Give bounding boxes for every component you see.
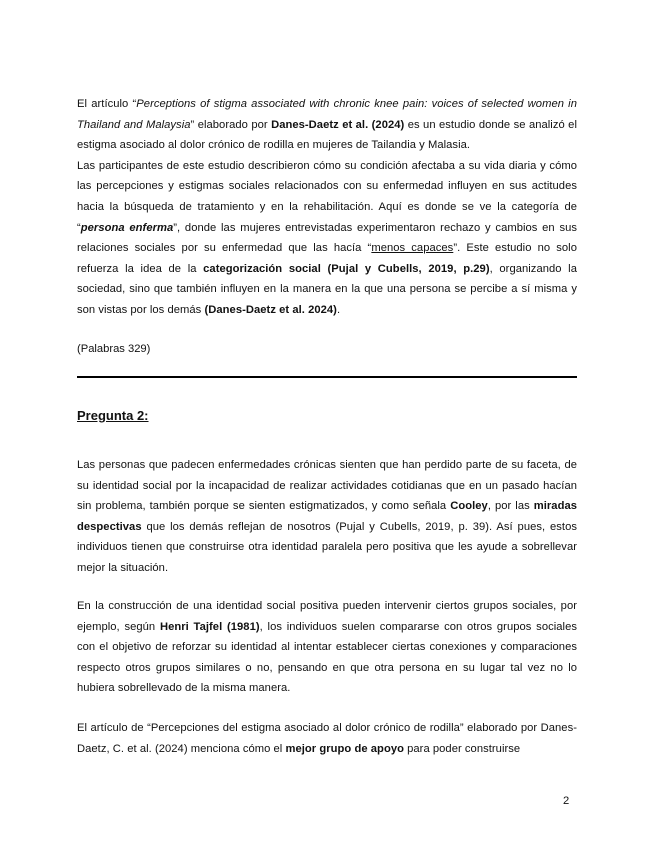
text-run: Las participantes de este estudio describieron cómo su condición afectaba a su vida diaria y cómo las percepciones y estigmas sociales relacionados con su enfermedad influyen en sus actitudes hacia la búsqueda de tratamiento y en la rehabilitación. Aquí es donde se ve la categoría de “: [77, 159, 577, 234]
text-run: , por las: [487, 500, 534, 513]
text-run: , los individuos suelen compararse con otros grupos sociales con el objetivo de reforzar su identidad al intentar establecer ciertas conexiones y comparaciones respecto otros grupos similares o no, pensando en que otra persona en su lugar tal vez no lo hubiera sobrellevado de la misma manera.: [77, 620, 577, 695]
text-run: ” elaborado por: [190, 118, 272, 131]
author-name: Henri Tajfel (1981): [159, 620, 260, 633]
term-grupo-de-apoyo: mejor grupo de apoyo: [285, 742, 404, 755]
page-number: 2: [563, 795, 570, 807]
text-run: ”, donde las mujeres entrevistadas experimentaron rechazo y cambios en sus relaciones sociales por su enfermedad que las hacía “: [77, 221, 578, 255]
text-run: , organizando la sociedad, sino que también influyen en la manera en la que una persona se percibe a sí misma y son vistas por los demás: [77, 262, 577, 316]
text-run: ”. Este estudio no solo refuerza la idea de la: [77, 242, 577, 275]
horizontal-divider: [77, 376, 577, 378]
term-categorizacion-social: categorización social (Pujal y Cubells, 2019, p.29): [203, 262, 490, 275]
paragraph-chronic-illness: [77, 455, 577, 579]
text-run: para poder construirse: [403, 742, 521, 755]
paragraph-support-group: [77, 718, 577, 759]
term-persona-enferma: persona enferma: [80, 221, 174, 234]
text-run: .: [336, 303, 341, 316]
section-heading: Pregunta 2:: [77, 408, 149, 423]
text-run: Las personas que padecen enfermedades crónicas sienten que han perdido parte de su faceta, de su identidad social por la incapacidad de realizar actividades cotidianas que en un pasado hacían sin problema, también porque se sienten estigmatizados, y como señala: [77, 459, 577, 513]
text-run: que los demás reflejan de nosotros (Pujal y Cubells, 2019, p. 39). Así pues, estos individuos tienen que construirse otra identidad paralela pero positiva que les ayude a sobrellevar mejor la situación.: [77, 520, 577, 574]
text-run: En la construcción de una identidad social positiva pueden intervenir ciertos grupos sociales, por ejemplo, según: [77, 600, 577, 633]
paragraph-participants: [77, 156, 577, 321]
citation: (Danes-Daetz et al. 2024): [204, 303, 337, 316]
word-count: (Palabras 329): [77, 343, 151, 355]
text-run: El artículo “: [77, 98, 137, 110]
paragraph-article-intro: [77, 94, 577, 156]
article-title: Perceptions of stigma associated with chronic knee pain: voices of selected women in Thailand and Malaysia: [77, 98, 577, 131]
paragraph-social-identity: [77, 596, 577, 699]
term-menos-capaces: menos capaces: [371, 242, 454, 255]
authors-citation: Danes-Daetz et al. (2024): [271, 118, 405, 131]
term-miradas-despectivas: miradas despectivas: [77, 500, 577, 533]
intro-paragraphs: [77, 94, 577, 321]
text-run: es un estudio donde se analizó el estigma asociado al dolor crónico de rodilla en mujeres de Tailandia y Malasia.: [77, 118, 577, 152]
text-run: El artículo de “Percepciones del estigma asociado al dolor crónico de rodilla” elaborado por Danes-Daetz, C. et al. (2024) menciona cómo el: [77, 722, 577, 755]
author-name: Cooley: [450, 500, 488, 513]
